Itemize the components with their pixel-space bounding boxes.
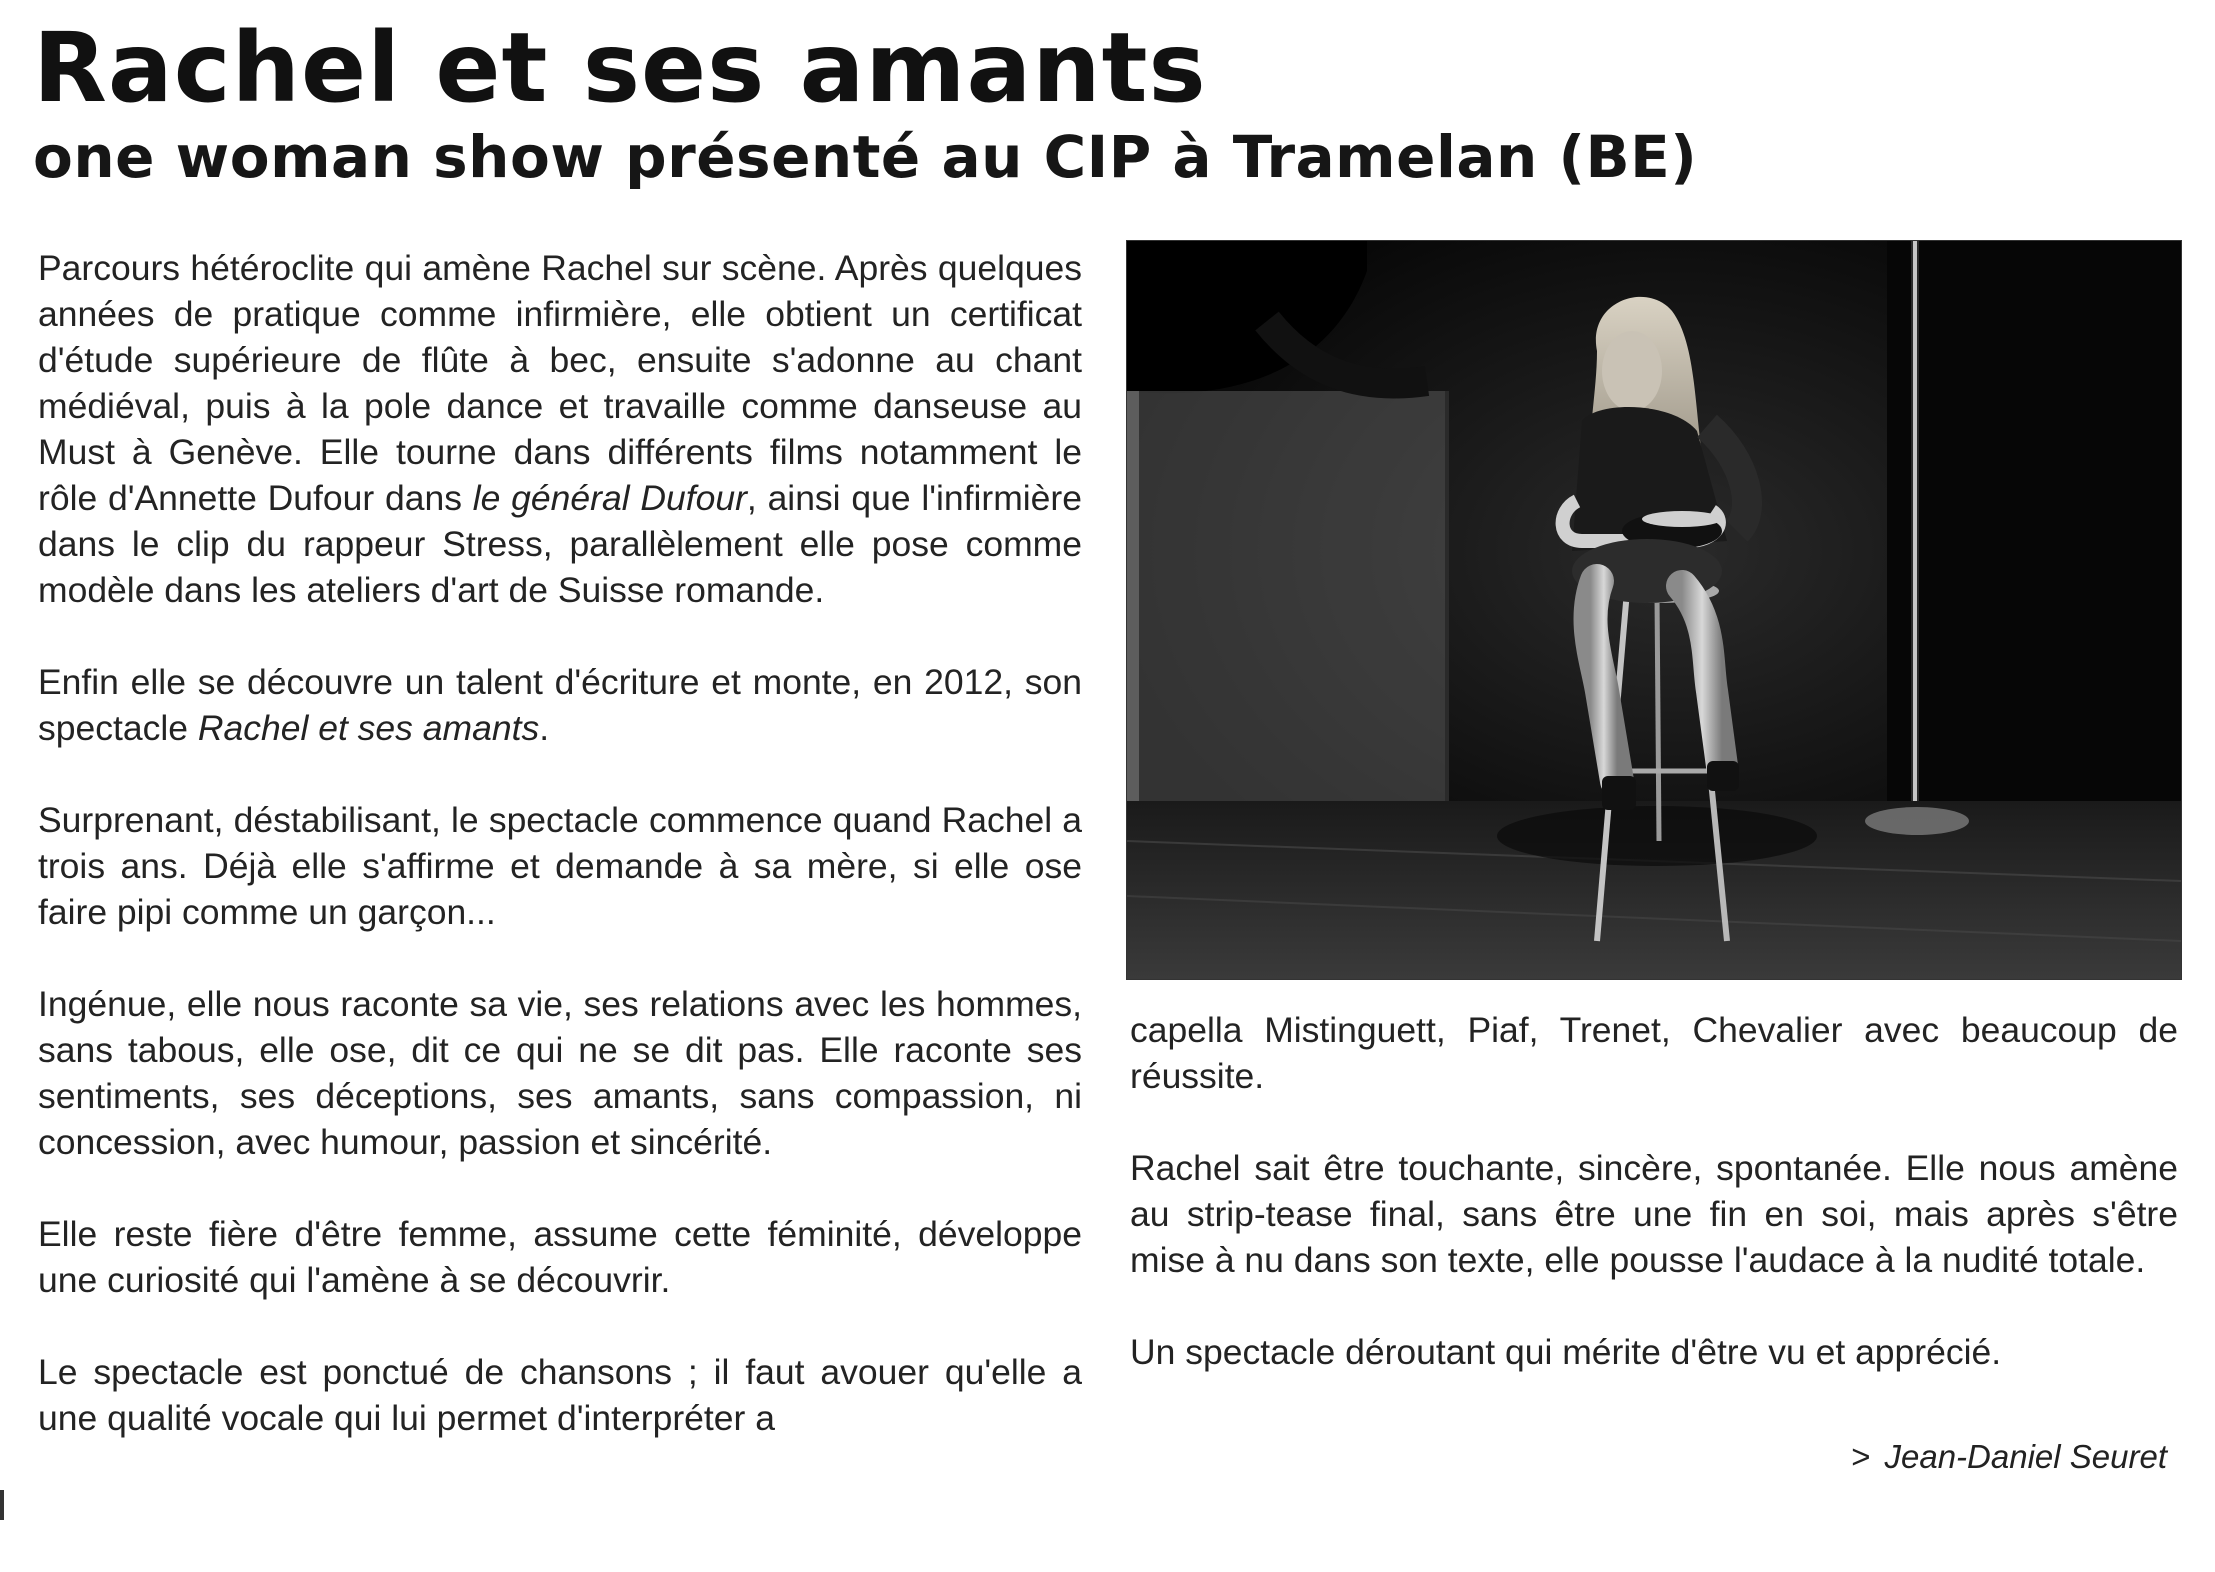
article-left-column [38, 245, 1082, 1441]
paragraph-biography [38, 245, 1082, 613]
paragraph-songs: Le spectacle est ponctué de chansons ; il faut avouer qu'elle a une qualité vocale qui lui permet d'interpréter a [38, 1352, 1082, 1438]
signature-marker: > [1851, 1438, 1871, 1475]
page-edge-mark [0, 1490, 4, 1520]
article-title: Rachel et ses amants [33, 12, 1207, 124]
paragraph-ingenue: Ingénue, elle nous raconte sa vie, ses relations avec les hommes, sans tabous, elle ose, dit ce qui ne se dit pas. Elle raconte ses sentiments, ses déceptions, ses amants, sans compassion, ni concession, avec humour, passion et sincérité. [38, 984, 1082, 1162]
paragraph-final: Rachel sait être touchante, sincère, spontanée. Elle nous amène au strip-tease final, sans être une fin en soi, mais après s'être mise à nu dans son texte, elle pousse l'audace à la nudité totale. [1130, 1148, 2178, 1280]
paragraph-text: . [539, 708, 550, 748]
film-title: le général Dufour [472, 478, 747, 518]
paragraph-text: Parcours hétéroclite qui amène Rachel sur scène. Après quelques années de pratique comme infirmière, elle obtient un certificat d'étude supérieure de flûte à bec, ensuite s'adonne au chant médiéval, puis à la pole dance et travaille comme danseuse au Must à Genève. Elle tourne dans différents films notamment le rôle d'Annette Dufour dans [38, 248, 1082, 518]
paragraph-songs-continued: capella Mistinguett, Piaf, Trenet, Chevalier avec beaucoup de réussite. [1130, 1010, 2178, 1096]
paragraph-text: , ainsi que l'infirmière dans le clip du rappeur Stress, parallèlement elle pose comme modèle dans les ateliers d'art de Suisse romande. [38, 478, 1082, 610]
paragraph-text: Enfin elle se découvre un talent d'écriture et monte, en 2012, son spectacle [38, 662, 1082, 748]
paragraph-show-opening: Surprenant, déstabilisant, le spectacle commence quand Rachel a trois ans. Déjà elle s'affirme et demande à sa mère, si elle ose faire pipi comme un garçon... [38, 800, 1082, 932]
show-title: Rachel et ses amants [197, 708, 540, 748]
paragraph-writing [38, 659, 1082, 751]
article-right-column [1130, 1007, 2178, 1375]
paragraph-femininity: Elle reste fière d'être femme, assume cette féminité, développe une curiosité qui l'amène à se découvrir. [38, 1214, 1082, 1300]
paragraph-conclusion: Un spectacle déroutant qui mérite d'être vu et apprécié. [1130, 1332, 2002, 1372]
article-subtitle: one woman show présenté au CIP à Tramelan (BE) [33, 123, 1698, 191]
author-signature [1851, 1434, 2167, 1480]
performance-photo [1126, 240, 2182, 980]
author-name: Jean-Daniel Seuret [1884, 1438, 2167, 1475]
